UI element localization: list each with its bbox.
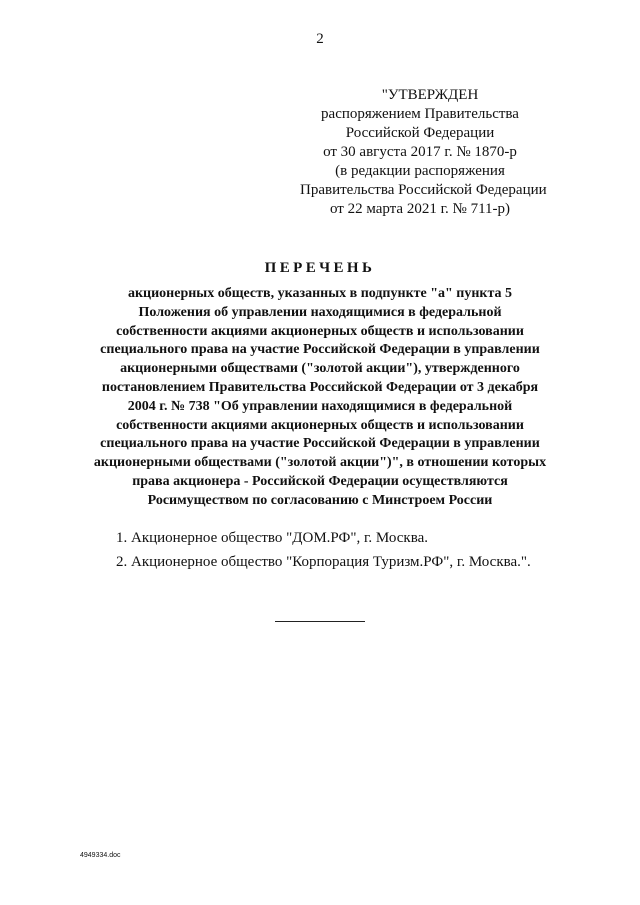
- list-item: 2. Акционерное общество "Корпорация Туризм.РФ", г. Москва.".: [116, 554, 531, 570]
- subtitle-line: права акционера - Российской Федерации осуществляются: [132, 473, 508, 489]
- page-number: 2: [316, 31, 324, 47]
- subtitle-line: Росимуществом по согласованию с Минстроем России: [147, 492, 493, 508]
- subtitle-line: 2004 г. № 738 "Об управлении находящимися в федеральной: [127, 398, 513, 414]
- document-subtitle: [60, 285, 580, 511]
- subtitle-line: Положения об управлении находящимися в федеральной: [138, 304, 502, 320]
- subtitle-line: собственности акциями акционерных обществ и использовании: [116, 323, 524, 339]
- separator-line: [275, 621, 365, 622]
- subtitle-line: специального права на участие Российской Федерации в управлении: [100, 342, 540, 358]
- subtitle-line: постановлением Правительства Российской Федерации от 3 декабря: [101, 379, 539, 395]
- subtitle-line: акционерными обществами ("золотой акции"), утвержденного: [120, 361, 520, 377]
- approval-heading: "УТВЕРЖДЕН: [381, 87, 479, 103]
- footer-filename: 4949334.doc: [80, 852, 121, 859]
- approval-line: от 30 августа 2017 г. № 1870-р: [323, 144, 517, 160]
- approval-line: (в редакции распоряжения: [335, 163, 505, 179]
- subtitle-line: акционерными обществами ("золотой акции")", в отношении которых: [93, 455, 547, 471]
- approval-line: Правительства Российской Федерации: [300, 182, 547, 198]
- approval-line: Российской Федерации: [345, 125, 495, 141]
- subtitle-line: собственности акциями акционерных обществ и использовании: [116, 417, 524, 433]
- approval-stamp: [300, 86, 547, 219]
- subtitle-line: акционерных обществ, указанных в подпункте "а" пункта 5: [127, 286, 513, 301]
- subtitle-line: специального права на участие Российской Федерации в управлении: [100, 436, 540, 452]
- list-item: 1. Акционерное общество "ДОМ.РФ", г. Москва.: [116, 530, 429, 546]
- approval-line: распоряжением Правительства: [321, 106, 519, 122]
- approval-line: от 22 марта 2021 г. № 711-р): [329, 201, 511, 217]
- company-list: [116, 526, 531, 574]
- document-title: ПЕРЕЧЕНЬ: [264, 260, 376, 276]
